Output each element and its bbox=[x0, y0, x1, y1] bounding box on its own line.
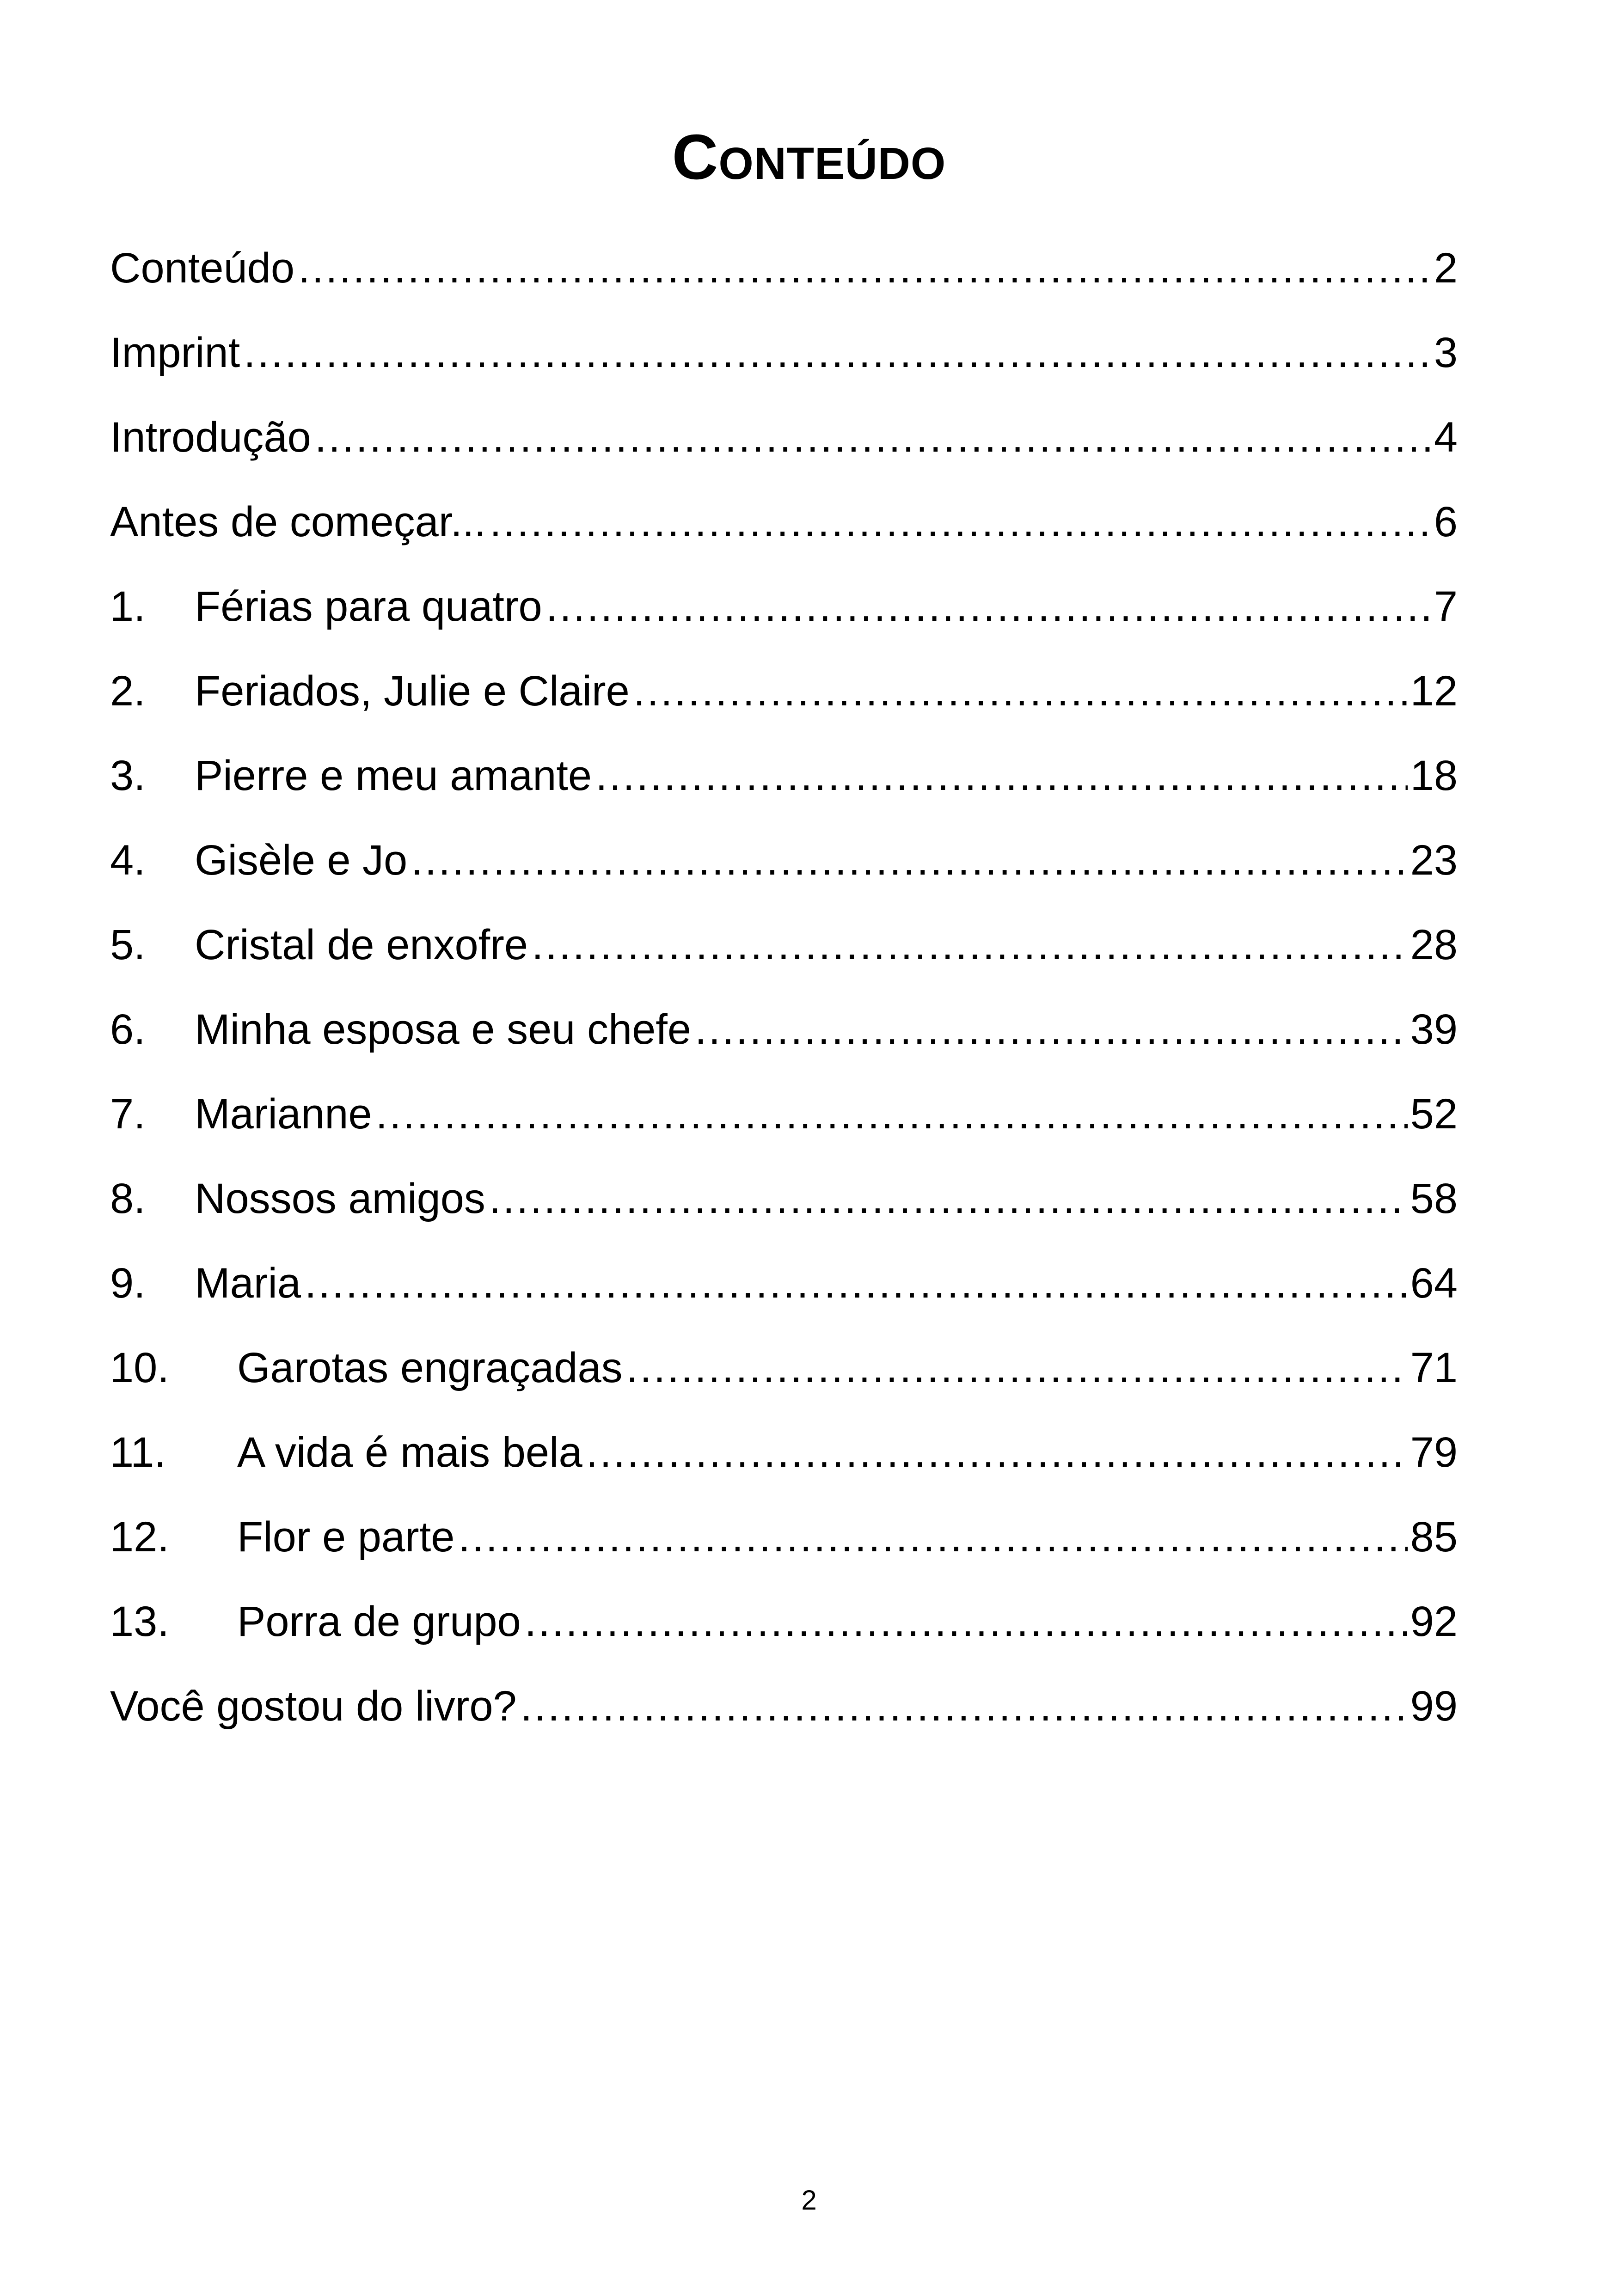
toc-entry-label: Introdução bbox=[110, 414, 311, 461]
toc-entry-page: 85 bbox=[1410, 1513, 1458, 1561]
toc-entry-label: Férias para quatro bbox=[195, 583, 542, 630]
toc-entry[interactable] bbox=[110, 1251, 1458, 1316]
toc-dot-leader bbox=[411, 828, 1407, 893]
toc-dot-leader bbox=[298, 236, 1431, 300]
toc-entry-number: 2. bbox=[110, 667, 146, 715]
toc-entry[interactable] bbox=[110, 828, 1458, 893]
toc-entry-number: 8. bbox=[110, 1175, 146, 1222]
toc-entry-page: 52 bbox=[1410, 1090, 1458, 1138]
toc-entry-label: Imprint bbox=[110, 329, 240, 376]
toc-dot-leader bbox=[525, 1589, 1408, 1654]
toc-entry-page: 2 bbox=[1434, 245, 1458, 292]
toc-entry-number: 11. bbox=[110, 1429, 166, 1476]
toc-entry-number: 3. bbox=[110, 752, 146, 799]
toc-entry-page: 7 bbox=[1434, 583, 1458, 630]
toc-entry-number: 6. bbox=[110, 1006, 146, 1053]
toc-entry[interactable] bbox=[110, 1082, 1458, 1146]
toc-entry[interactable] bbox=[110, 912, 1458, 977]
toc-entry-label: Porra de grupo bbox=[237, 1598, 521, 1645]
toc-entry-label: Pierre e meu amante bbox=[195, 752, 592, 799]
toc-dot-leader bbox=[586, 1420, 1408, 1485]
toc-entry-number: 1. bbox=[110, 583, 146, 630]
page-title: Conteúdo bbox=[672, 122, 946, 193]
toc-entry-page: 92 bbox=[1410, 1598, 1458, 1645]
toc-entry-number: 5. bbox=[110, 921, 146, 968]
toc-entry[interactable] bbox=[110, 236, 1458, 300]
toc-dot-leader bbox=[315, 405, 1431, 470]
toc-entry[interactable] bbox=[110, 320, 1458, 385]
toc-entry-page: 64 bbox=[1410, 1260, 1458, 1307]
toc-entry-page: 4 bbox=[1434, 414, 1458, 461]
toc-dot-leader bbox=[244, 320, 1431, 385]
toc-dot-leader bbox=[626, 1335, 1408, 1400]
toc-entry[interactable] bbox=[110, 574, 1458, 639]
toc-entry[interactable] bbox=[110, 490, 1458, 554]
toc-entry[interactable] bbox=[110, 1335, 1458, 1400]
toc-entry-page: 23 bbox=[1410, 837, 1458, 884]
toc-entry-label: Minha esposa e seu chefe bbox=[195, 1006, 692, 1053]
toc-entry-page: 28 bbox=[1410, 921, 1458, 968]
toc-entry-label: Cristal de enxofre bbox=[195, 921, 528, 968]
toc-entry-label: Marianne bbox=[195, 1090, 372, 1138]
toc-dot-leader bbox=[305, 1251, 1408, 1316]
toc-entry-label: A vida é mais bela bbox=[237, 1429, 582, 1476]
toc-entry-page: 3 bbox=[1434, 329, 1458, 376]
toc-dot-leader bbox=[521, 1674, 1408, 1739]
toc-entry-number: 7. bbox=[110, 1090, 146, 1138]
toc-entry-label: Maria bbox=[195, 1260, 301, 1307]
toc-entry-page: 99 bbox=[1410, 1683, 1458, 1730]
toc-entry[interactable] bbox=[110, 1674, 1458, 1739]
toc-entry-number: 4. bbox=[110, 837, 146, 884]
toc-entry-page: 39 bbox=[1410, 1006, 1458, 1053]
toc-entry-page: 79 bbox=[1410, 1429, 1458, 1476]
toc-entry[interactable] bbox=[110, 743, 1458, 808]
toc-entry[interactable] bbox=[110, 1589, 1458, 1654]
toc-entry-page: 58 bbox=[1410, 1175, 1458, 1222]
toc-dot-leader bbox=[595, 743, 1408, 808]
toc-entry-label: Conteúdo bbox=[110, 245, 294, 292]
toc-entry-number: 9. bbox=[110, 1260, 146, 1307]
toc-entry[interactable] bbox=[110, 1420, 1458, 1485]
toc-dot-leader bbox=[546, 574, 1431, 639]
toc-entry[interactable] bbox=[110, 1505, 1458, 1569]
toc-entry-label: Antes de começar... bbox=[110, 498, 486, 545]
page-number: 2 bbox=[801, 2185, 817, 2216]
toc-entry[interactable] bbox=[110, 405, 1458, 470]
toc-entry-page: 6 bbox=[1434, 498, 1458, 545]
toc-entry-page: 18 bbox=[1410, 752, 1458, 799]
toc-dot-leader bbox=[633, 659, 1408, 723]
toc-entry[interactable] bbox=[110, 997, 1458, 1062]
toc-entry-number: 10. bbox=[110, 1344, 169, 1391]
toc-entry-number: 12. bbox=[110, 1513, 169, 1561]
toc-dot-leader bbox=[532, 912, 1408, 977]
toc-entry-label: Gisèle e Jo bbox=[195, 837, 408, 884]
toc-dot-leader bbox=[490, 490, 1431, 554]
toc-entry-label: Você gostou do livro? bbox=[110, 1683, 517, 1730]
toc-dot-leader bbox=[458, 1505, 1407, 1569]
toc-entry-label: Feriados, Julie e Claire bbox=[195, 667, 630, 715]
toc-dot-leader bbox=[489, 1166, 1408, 1231]
toc-entry-page: 71 bbox=[1410, 1344, 1458, 1391]
toc-entry[interactable] bbox=[110, 659, 1458, 723]
toc-entry-number: 13. bbox=[110, 1598, 169, 1645]
toc-entry-page: 12 bbox=[1410, 667, 1458, 715]
toc-entry[interactable] bbox=[110, 1166, 1458, 1231]
toc-entry-label: Garotas engraçadas bbox=[237, 1344, 623, 1391]
toc-dot-leader bbox=[376, 1082, 1408, 1146]
toc-entry-label: Flor e parte bbox=[237, 1513, 455, 1561]
toc-entry-label: Nossos amigos bbox=[195, 1175, 485, 1222]
toc-dot-leader bbox=[695, 997, 1408, 1062]
